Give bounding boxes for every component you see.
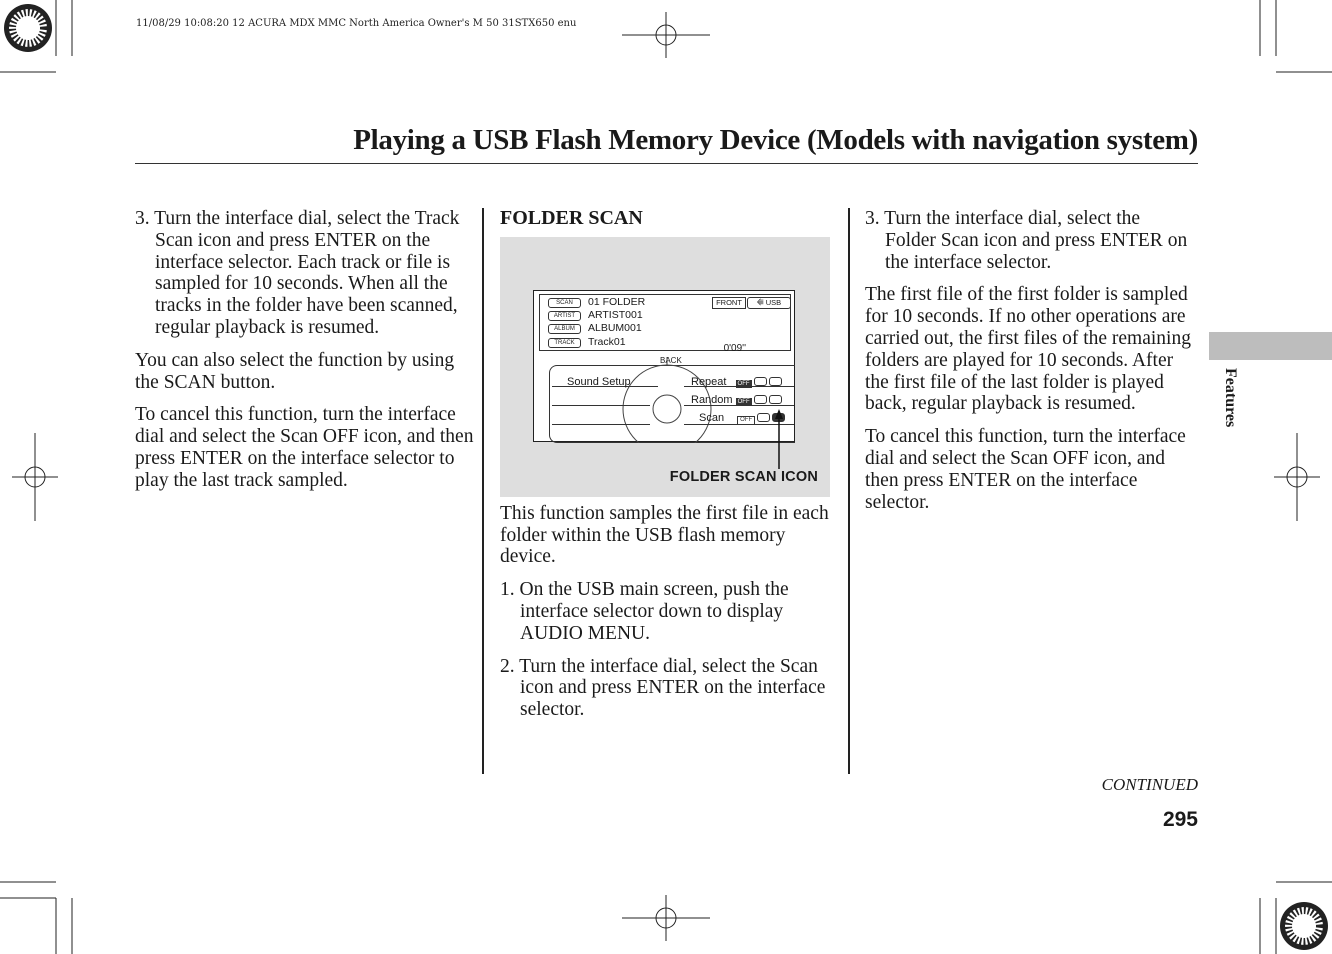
column-divider xyxy=(848,208,850,774)
step-3-folder-scan: 3. Turn the interface dial, select the Folder Scan icon and press ENTER on the interface selector. xyxy=(865,208,1188,273)
menu-sound-setup: Sound Setup xyxy=(567,375,631,388)
track-tag: TRACK xyxy=(548,338,581,348)
scan-button-note: You can also select the function by using the SCAN button. xyxy=(135,349,455,393)
page-number: 295 xyxy=(1162,808,1198,831)
scan-off-icon: OFF xyxy=(737,416,755,425)
figure-caption: FOLDER SCAN ICON xyxy=(669,468,818,485)
album-name: ALBUM001 xyxy=(588,322,642,335)
step-2: 2. Turn the interface dial, select the Scan icon and press ENTER on the interface selector. xyxy=(500,655,826,721)
callout-arrow xyxy=(500,237,830,497)
cancel-instructions: To cancel this function, turn the interface dial and select the Scan OFF icon, and then press ENTER on the interface selector. xyxy=(865,426,1186,513)
section-heading: FOLDER SCAN xyxy=(500,207,643,229)
folder-name: 01 FOLDER xyxy=(588,296,646,309)
artist-tag: ARTIST xyxy=(548,311,581,321)
scan-tag: SCAN xyxy=(548,298,581,308)
column-left xyxy=(135,208,475,503)
section-tab-label: Features xyxy=(1222,368,1239,428)
column-middle xyxy=(500,208,840,732)
page-title: Playing a USB Flash Memory Device (Models with navigation system) xyxy=(353,124,1198,156)
artist-name: ARTIST001 xyxy=(588,309,643,322)
elapsed-time: 0'09'' xyxy=(723,342,746,354)
print-header: 11/08/29 10:08:20 12 ACURA MDX MMC North America Owner's M 50 31STX650 enu xyxy=(136,18,577,29)
random-off-icon: OFF xyxy=(737,398,750,405)
title-divider xyxy=(135,163,1198,164)
front-tag: FRONT xyxy=(712,297,746,309)
random-label: Random xyxy=(691,393,733,406)
usb-icon: ⭅ xyxy=(756,297,764,307)
function-description: This function samples the first file in each folder within the USB flash memory device. xyxy=(500,502,829,568)
column-divider xyxy=(482,208,484,774)
repeat-label: Repeat xyxy=(691,375,727,388)
scan-label: Scan xyxy=(699,411,725,424)
continued-note: CONTINUED xyxy=(1101,775,1198,794)
column-right xyxy=(865,208,1195,524)
usb-label: USB xyxy=(765,297,782,307)
step-3-track-scan: 3. Turn the interface dial, select the Track Scan icon and press ENTER on the interface selector. Each track or file is sampled for 10 seconds. When all the tracks in the folder have been scanned, regular playback is resumed. xyxy=(135,208,460,338)
back-label: BACK xyxy=(660,355,682,365)
repeat-off-icon: OFF xyxy=(737,380,750,387)
album-tag: ALBUM xyxy=(548,324,581,334)
cancel-instructions: To cancel this function, turn the interface dial and select the Scan OFF icon, and then press ENTER on the interface selector to play the last track sampled. xyxy=(135,404,474,491)
step-1: 1. On the USB main screen, push the interface selector down to display AUDIO MENU. xyxy=(500,579,789,644)
section-tab-marker xyxy=(1209,332,1332,360)
track-name: Track01 xyxy=(588,336,626,349)
folder-scan-behavior: The first file of the first folder is sampled for 10 seconds. If no other operations are carried out, the first files of the remaining folders are played for 10 seconds. After the first file of the last folder is played back, regular playback is resumed. xyxy=(865,284,1191,415)
audio-menu-figure xyxy=(500,237,830,497)
